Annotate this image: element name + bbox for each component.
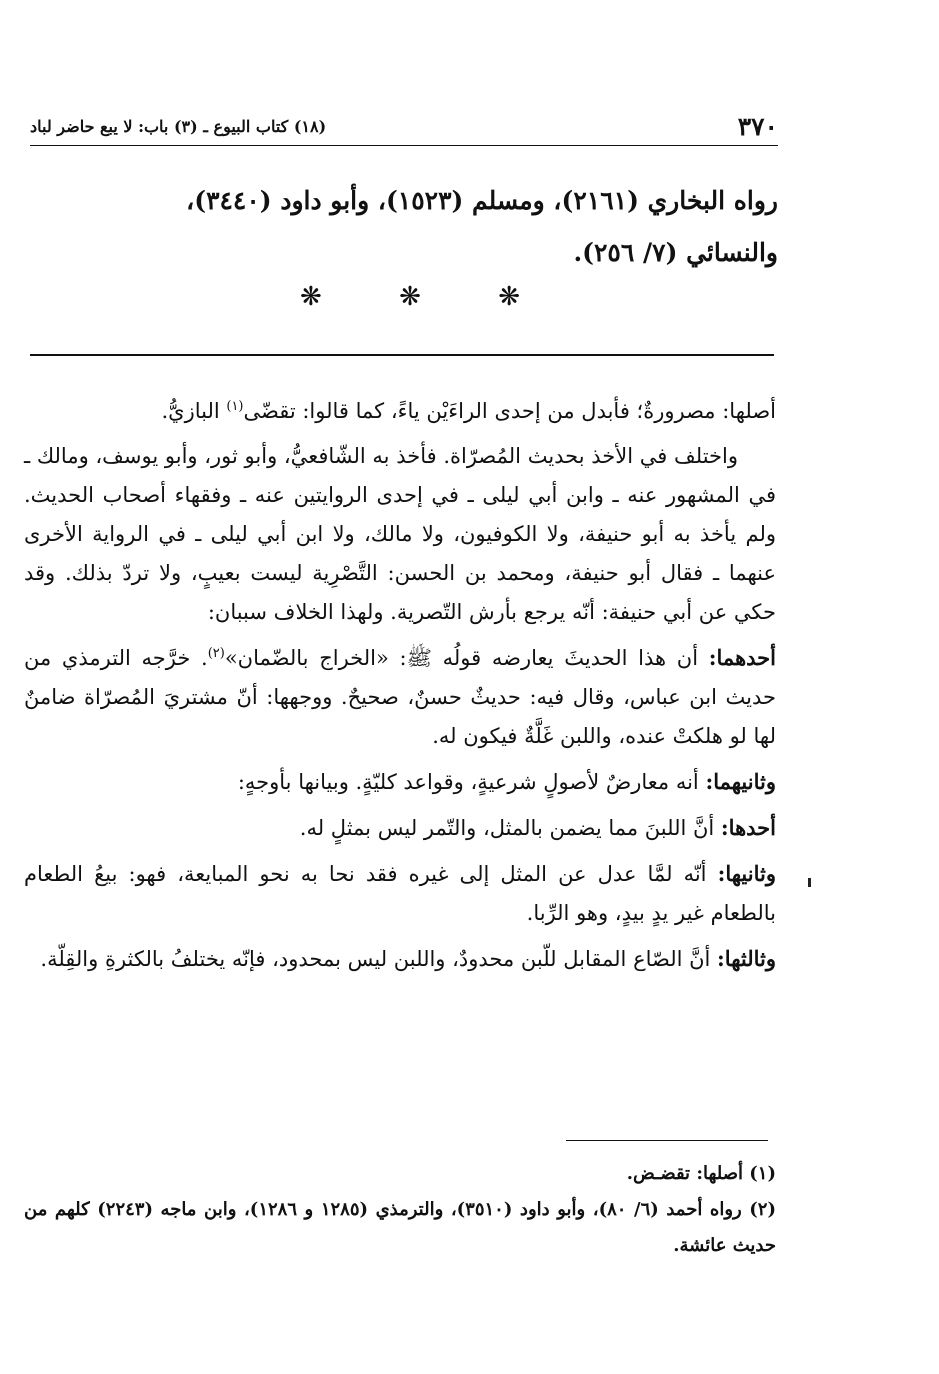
scan-speck (808, 878, 811, 887)
footnote: (١) أصلها: تقضـض. (626, 1163, 776, 1184)
footnote-ref[interactable]: (١) (226, 399, 244, 414)
footnote: (٢) رواه أحمد (٦/ ٨٠)، وأبو داود (٣٥١٠)، والترمذي (١٢٨٥ و ١٢٨٦)، وابن ماجه (٢٢٤٣) كلهم من حديث عائشة. (24, 1199, 776, 1256)
paragraph-lead: أحدهما: (708, 645, 776, 670)
paragraph-lead: وثانيهما: (705, 769, 776, 794)
paragraph-text: البازيُّ. (161, 399, 227, 423)
paragraph (24, 808, 776, 848)
header-rule (30, 145, 778, 146)
paragraph-lead: وثانيها: (717, 861, 776, 886)
paragraph (24, 854, 776, 933)
paragraph-text: . خرَّجه الترمذي من حديث ابن عباس، وقال فيه: حديثٌ حسنٌ، صحيحٌ. ووجهها: أنّ مشتريَ المُصرّاة ضامنٌ لها لو هلكتْ عنده، واللبن غَلَّةٌ فيكون له. (24, 646, 776, 748)
paragraph-text: أنّه لمَّا عدل عن المثل إلى غيره فقد نحا به نحو المبايعة، فهو: بيعُ الطعام بالطعام غير يدٍ بيدٍ، وهو الرِّبا. (24, 862, 776, 925)
paragraph-text: أنَّ الصّاع المقابل للّبن محدودٌ، واللبن ليس بمحدود، فإنّه يختلفُ بالكثرةِ والقِلّة. (40, 947, 718, 971)
footnote-rule (566, 1140, 768, 1141)
reference-line: والنسائي (٧/ ٢٥٦). (573, 238, 778, 267)
paragraph-text: أنه معارضٌ لأصولٍ شرعيةٍ، وقواعد كليّةٍ. وبيانها بأوجهٍ: (237, 770, 706, 794)
paragraph-lead: أحدها: (720, 815, 776, 840)
chapter-title: (١٨) كتاب البيوع ـ (٣) باب: لا يبع حاضر لباد (30, 116, 327, 136)
footnote-ref[interactable]: (٢) (207, 646, 225, 661)
page-number: ٣٧٠ (737, 111, 778, 141)
paragraph-lead: وثالثها: (717, 946, 776, 971)
paragraph-text: أن هذا الحديثَ يعارضه قولُه ﷺ: «الخراج بالضّمان» (224, 646, 709, 670)
paragraph (24, 762, 776, 802)
commentary-body (24, 392, 776, 985)
paragraph-text: أنَّ اللبنَ مما يضمن بالمثل، والتّمر ليس بمثلٍ له. (299, 816, 721, 840)
paragraph (24, 638, 776, 756)
paragraph (24, 939, 776, 979)
paragraph (24, 392, 776, 431)
star-ornament: ❋ (498, 282, 520, 312)
paragraph: واختلف في الأخذ بحديث المُصرّاة. فأخذ به الشّافعيُّ، وأبو ثور، وأبو يوسف، ومالك ـ في المشهور عنه ـ وابن أبي ليلى ـ في إحدى الروايتين عنه ـ وفقهاء أصحاب الحديث. ولم يأخذ به أبو حنيفة، ولا الكوفيون، ولا مالك، ولا ابن أبي ليلى ـ في الرواية الأخرى عنهما ـ فقال أبو حنيفة، ومحمد بن الحسن: التَّصْرِية ليست بعيبٍ، ولا تردّ بذلك. وقد حكي عن أبي حنيفة: أنّه يرجع بأرش التّصرية. ولهذا الخلاف سببان: (24, 444, 776, 624)
star-ornament: ❋ (399, 282, 421, 312)
paragraph-text: أصلها: مصرورةٌ؛ فأبدل من إحدى الراءَيْن ياءً، كما قالوا: تقضّى (243, 399, 776, 423)
reference-line: رواه البخاري (٢١٦١)، ومسلم (١٥٢٣)، وأبو داود (٣٤٤٠)، (186, 186, 778, 215)
running-header (30, 112, 778, 140)
commentary-rule (30, 354, 774, 356)
section-separator (300, 282, 520, 312)
star-ornament: ❋ (300, 282, 322, 312)
footnotes (24, 1156, 776, 1264)
hadith-reference (30, 175, 778, 279)
